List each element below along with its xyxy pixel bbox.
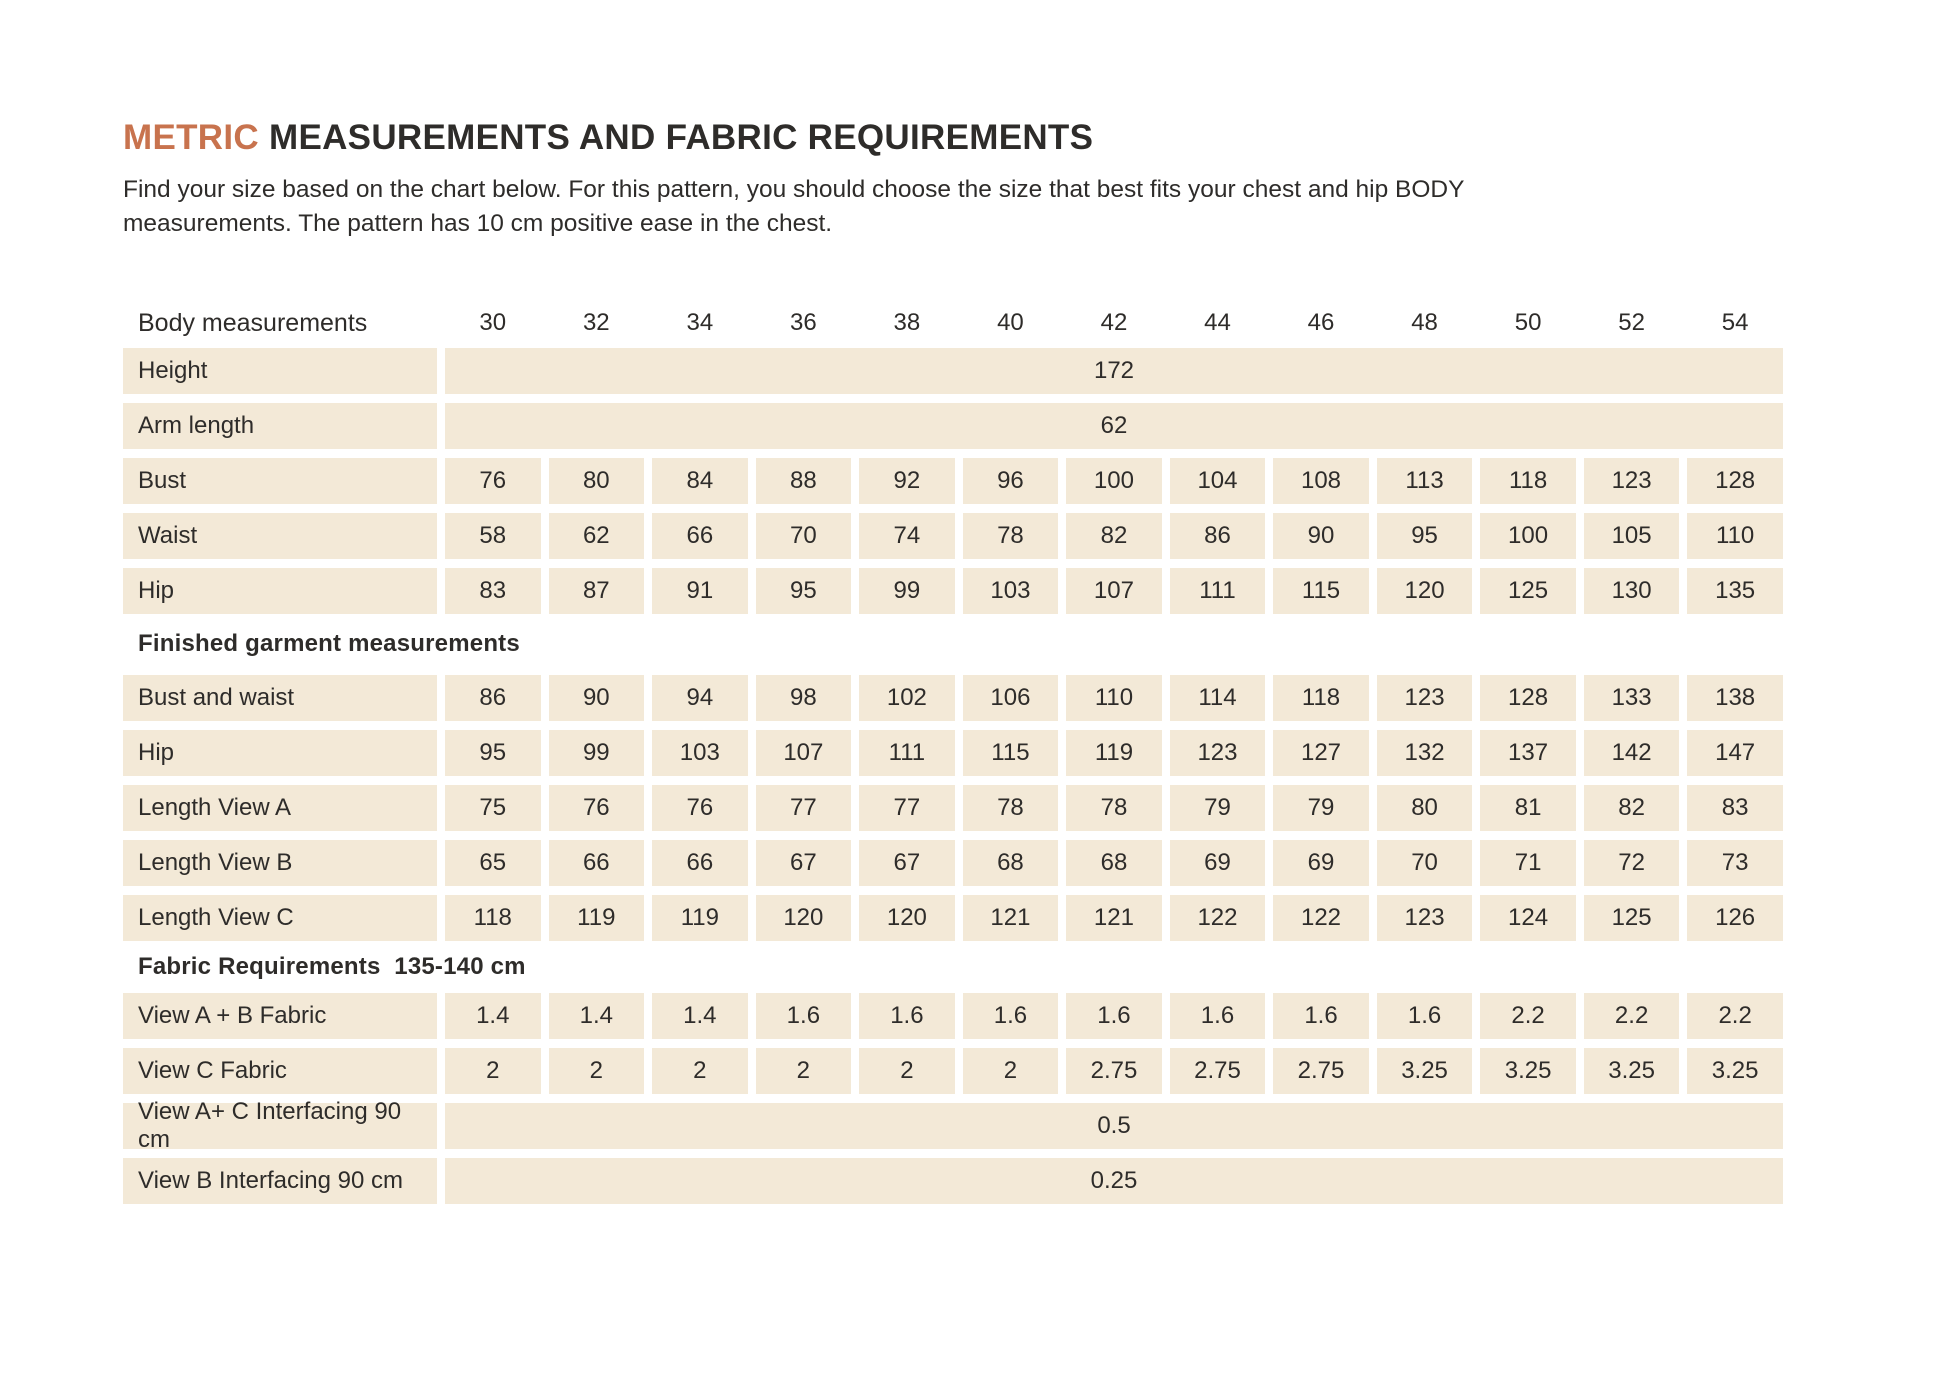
value-cell: 95 — [756, 568, 852, 614]
value-cell: 90 — [549, 675, 645, 721]
page-title — [123, 117, 1783, 159]
table-row — [123, 513, 1783, 559]
value-cell: 70 — [1377, 840, 1473, 886]
intro-line-2: measurements. The pattern has 10 cm positive ease in the chest. — [123, 210, 833, 237]
size-header: 32 — [582, 309, 610, 336]
value-cell: 1.6 — [756, 993, 852, 1039]
value-cell: 73 — [1687, 840, 1783, 886]
value-cell: 1.4 — [549, 993, 645, 1039]
value-cell: 1.6 — [963, 993, 1059, 1039]
table-row — [123, 1158, 1783, 1204]
value-cell: 120 — [859, 895, 955, 941]
row-values — [445, 675, 1783, 721]
intro-text — [123, 173, 1783, 241]
table-row — [123, 730, 1783, 776]
value-cell: 1.6 — [1377, 993, 1473, 1039]
row-label: Arm length — [123, 403, 437, 449]
value-cell: 2 — [963, 1048, 1059, 1094]
value-cell: 1.4 — [445, 993, 541, 1039]
value-cell: 1.4 — [652, 993, 748, 1039]
value-cell: 114 — [1170, 675, 1266, 721]
value-cell: 137 — [1480, 730, 1576, 776]
row-label: Waist — [123, 513, 437, 559]
value-cell: 3.25 — [1687, 1048, 1783, 1094]
table-row — [123, 1098, 1783, 1153]
value-cell: 142 — [1584, 730, 1680, 776]
value-cell: 91 — [652, 568, 748, 614]
value-cell: 66 — [549, 840, 645, 886]
value-cell: 76 — [652, 785, 748, 831]
value-cell: 104 — [1170, 458, 1266, 504]
table-row — [123, 568, 1783, 614]
page-title-rest: MEASUREMENTS AND FABRIC REQUIREMENTS — [258, 118, 1094, 157]
table-header-row — [123, 303, 1783, 343]
value-cell: 115 — [1273, 568, 1369, 614]
value-cell: 3.25 — [1377, 1048, 1473, 1094]
value-cell: 111 — [1170, 568, 1266, 614]
finished-section-heading: Finished garment measurements — [138, 630, 520, 657]
value-cell: 2 — [859, 1048, 955, 1094]
value-cell: 84 — [652, 458, 748, 504]
value-cell: 3.25 — [1584, 1048, 1680, 1094]
value-cell: 75 — [445, 785, 541, 831]
row-values — [445, 730, 1783, 776]
value-cell: 103 — [963, 568, 1059, 614]
value-cell: 1.6 — [1066, 993, 1162, 1039]
fabric-section-heading: Fabric Requirements 135-140 cm — [138, 953, 526, 980]
size-header: 48 — [1411, 309, 1438, 336]
value-cell: 76 — [549, 785, 645, 831]
row-values — [445, 513, 1783, 559]
row-label: View B Interfacing 90 cm — [123, 1158, 437, 1204]
value-cell: 124 — [1480, 895, 1576, 941]
value-cell: 99 — [859, 568, 955, 614]
value-cell: 133 — [1584, 675, 1680, 721]
table-row — [123, 348, 1783, 394]
value-cell: 1.6 — [859, 993, 955, 1039]
row-label: Length View B — [123, 840, 437, 886]
value-cell: 2 — [445, 1048, 541, 1094]
value-cell: 58 — [445, 513, 541, 559]
size-header: 34 — [686, 309, 714, 336]
value-cell: 66 — [652, 840, 748, 886]
value-cell: 80 — [549, 458, 645, 504]
value-cell: 138 — [1687, 675, 1783, 721]
value-cell: 123 — [1584, 458, 1680, 504]
value-cell: 127 — [1273, 730, 1369, 776]
value-cell: 119 — [1066, 730, 1162, 776]
value-cell: 130 — [1584, 568, 1680, 614]
size-header: 46 — [1307, 309, 1335, 336]
value-cell: 65 — [445, 840, 541, 886]
row-values — [445, 895, 1783, 941]
value-cell: 100 — [1066, 458, 1162, 504]
value-cell: 2 — [652, 1048, 748, 1094]
size-header: 38 — [893, 309, 921, 336]
value-cell: 82 — [1066, 513, 1162, 559]
value-cell: 120 — [756, 895, 852, 941]
value-cell: 78 — [963, 785, 1059, 831]
value-cell: 118 — [1480, 458, 1576, 504]
size-header: 42 — [1100, 309, 1128, 336]
value-cell: 125 — [1584, 895, 1680, 941]
header-label: Body measurements — [138, 308, 368, 337]
value-cell: 71 — [1480, 840, 1576, 886]
row-span-value: 0.25 — [445, 1158, 1783, 1204]
row-label: Length View C — [123, 895, 437, 941]
value-cell: 107 — [756, 730, 852, 776]
value-cell: 103 — [652, 730, 748, 776]
value-cell: 2.75 — [1066, 1048, 1162, 1094]
size-header: 52 — [1618, 309, 1645, 336]
row-values — [445, 458, 1783, 504]
row-label: Hip — [123, 730, 437, 776]
size-header: 50 — [1514, 309, 1542, 336]
value-cell: 100 — [1480, 513, 1576, 559]
value-cell: 86 — [1170, 513, 1266, 559]
value-cell: 1.6 — [1170, 993, 1266, 1039]
value-cell: 86 — [445, 675, 541, 721]
measurement-table — [123, 303, 1783, 1204]
value-cell: 72 — [1584, 840, 1680, 886]
row-label: Bust and waist — [123, 675, 437, 721]
value-cell: 107 — [1066, 568, 1162, 614]
value-cell: 78 — [963, 513, 1059, 559]
value-cell: 113 — [1377, 458, 1473, 504]
value-cell: 70 — [756, 513, 852, 559]
value-cell: 99 — [549, 730, 645, 776]
row-label: View A + B Fabric — [123, 993, 437, 1039]
size-header: 44 — [1204, 309, 1231, 336]
table-row — [123, 403, 1783, 449]
value-cell: 95 — [1377, 513, 1473, 559]
value-cell: 98 — [756, 675, 852, 721]
row-values — [445, 785, 1783, 831]
fabric-requirements-rows — [123, 993, 1783, 1204]
row-label: Hip — [123, 568, 437, 614]
row-label: Bust — [123, 458, 437, 504]
value-cell: 120 — [1377, 568, 1473, 614]
value-cell: 102 — [859, 675, 955, 721]
row-label: Height — [123, 348, 437, 394]
value-cell: 110 — [1687, 513, 1783, 559]
value-cell: 119 — [549, 895, 645, 941]
value-cell: 123 — [1377, 675, 1473, 721]
value-cell: 68 — [963, 840, 1059, 886]
value-cell: 125 — [1480, 568, 1576, 614]
value-cell: 123 — [1377, 895, 1473, 941]
value-cell: 2.2 — [1584, 993, 1680, 1039]
value-cell: 132 — [1377, 730, 1473, 776]
value-cell: 69 — [1273, 840, 1369, 886]
value-cell: 128 — [1687, 458, 1783, 504]
page-title-accent: METRIC — [123, 118, 259, 157]
value-cell: 108 — [1273, 458, 1369, 504]
value-cell: 94 — [652, 675, 748, 721]
value-cell: 90 — [1273, 513, 1369, 559]
value-cell: 2 — [756, 1048, 852, 1094]
size-header-cells — [445, 303, 1783, 343]
value-cell: 67 — [756, 840, 852, 886]
value-cell: 105 — [1584, 513, 1680, 559]
table-row — [123, 840, 1783, 886]
row-span-value: 172 — [445, 348, 1783, 394]
row-values — [445, 1048, 1783, 1094]
row-span-value: 62 — [445, 403, 1783, 449]
value-cell: 147 — [1687, 730, 1783, 776]
row-values — [445, 840, 1783, 886]
value-cell: 122 — [1273, 895, 1369, 941]
value-cell: 122 — [1170, 895, 1266, 941]
value-cell: 126 — [1687, 895, 1783, 941]
size-header: 36 — [790, 309, 817, 336]
value-cell: 68 — [1066, 840, 1162, 886]
table-row — [123, 993, 1783, 1039]
value-cell: 121 — [1066, 895, 1162, 941]
value-cell: 69 — [1170, 840, 1266, 886]
value-cell: 123 — [1170, 730, 1266, 776]
page-content — [123, 117, 1783, 1204]
value-cell: 2 — [549, 1048, 645, 1094]
value-cell: 62 — [549, 513, 645, 559]
value-cell: 115 — [963, 730, 1059, 776]
value-cell: 110 — [1066, 675, 1162, 721]
row-label: View A+ C Interfacing 90 cm — [123, 1103, 437, 1149]
table-row — [123, 785, 1783, 831]
size-header: 40 — [997, 309, 1024, 336]
size-header: 30 — [479, 309, 507, 336]
value-cell: 76 — [445, 458, 541, 504]
row-label: Length View A — [123, 785, 437, 831]
value-cell: 88 — [756, 458, 852, 504]
value-cell: 111 — [859, 730, 955, 776]
value-cell: 118 — [445, 895, 541, 941]
value-cell: 106 — [963, 675, 1059, 721]
value-cell: 67 — [859, 840, 955, 886]
value-cell: 3.25 — [1480, 1048, 1576, 1094]
value-cell: 81 — [1480, 785, 1576, 831]
value-cell: 79 — [1170, 785, 1266, 831]
value-cell: 121 — [963, 895, 1059, 941]
finished-garment-rows — [123, 675, 1783, 941]
row-values — [445, 993, 1783, 1039]
value-cell: 2.2 — [1480, 993, 1576, 1039]
value-cell: 87 — [549, 568, 645, 614]
row-span-value: 0.5 — [445, 1103, 1783, 1149]
row-values — [445, 568, 1783, 614]
value-cell: 128 — [1480, 675, 1576, 721]
value-cell: 2.2 — [1687, 993, 1783, 1039]
value-cell: 2.75 — [1170, 1048, 1266, 1094]
value-cell: 2.75 — [1273, 1048, 1369, 1094]
value-cell: 119 — [652, 895, 748, 941]
value-cell: 118 — [1273, 675, 1369, 721]
table-row — [123, 1048, 1783, 1094]
value-cell: 74 — [859, 513, 955, 559]
value-cell: 95 — [445, 730, 541, 776]
value-cell: 77 — [756, 785, 852, 831]
value-cell: 79 — [1273, 785, 1369, 831]
value-cell: 96 — [963, 458, 1059, 504]
body-measurements-rows — [123, 348, 1783, 614]
value-cell: 135 — [1687, 568, 1783, 614]
value-cell: 92 — [859, 458, 955, 504]
size-header: 54 — [1721, 309, 1749, 336]
value-cell: 1.6 — [1273, 993, 1369, 1039]
value-cell: 66 — [652, 513, 748, 559]
value-cell: 83 — [445, 568, 541, 614]
value-cell: 82 — [1584, 785, 1680, 831]
value-cell: 80 — [1377, 785, 1473, 831]
table-row — [123, 675, 1783, 721]
value-cell: 83 — [1687, 785, 1783, 831]
row-label: View C Fabric — [123, 1048, 437, 1094]
value-cell: 78 — [1066, 785, 1162, 831]
value-cell: 77 — [859, 785, 955, 831]
table-row — [123, 895, 1783, 941]
intro-line-1: Find your size based on the chart below. For this pattern, you should choose the size that best fits your chest and hip BODY — [123, 176, 1465, 203]
table-row — [123, 458, 1783, 504]
